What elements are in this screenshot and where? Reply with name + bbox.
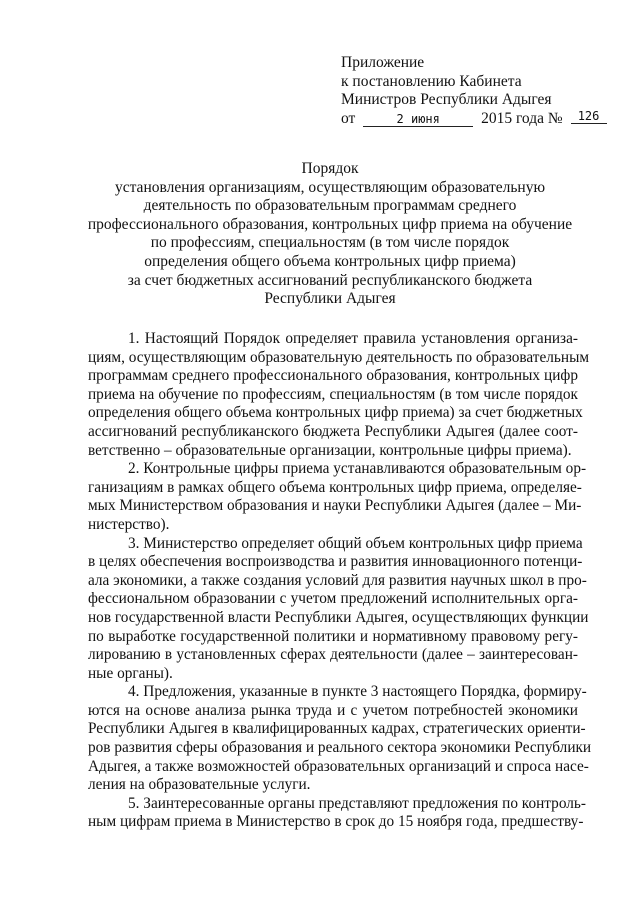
paragraph-2 [88, 460, 587, 534]
title-line: профессионального образования, контрольных цифр приема на обучение [87, 215, 573, 233]
document-body [88, 330, 592, 832]
text-line: лированию в установленных сферах деятельности (далее – заинтересован- [88, 646, 578, 664]
text-line: 2. Контрольные цифры приема устанавливаются образовательным ор- [128, 460, 587, 478]
handwritten-number: 126 [571, 110, 607, 124]
text-line: нов государственной власти Республики Адыгея, осуществляющих функции [88, 608, 589, 626]
paragraph-1 [88, 330, 590, 460]
appendix-title: Приложение [341, 54, 425, 71]
title-line: деятельность по образовательным программам среднего [143, 197, 517, 215]
title-line: по профессиям, специальностям (в том числе порядок [150, 234, 510, 252]
appendix-header [341, 54, 601, 128]
text-line: ным цифрам приема в Министерство в срок до 15 ноября года, предшеству- [88, 813, 584, 831]
text-line: ала экономики, а также создания условий для развития научных школ в про- [88, 571, 587, 589]
paragraph-5 [88, 794, 586, 832]
year-text: 2015 года № [481, 109, 563, 127]
text-line: ются на основе анализа рынка труда и с учетом потребностей экономики [88, 701, 578, 719]
title-line: установления организациям, осуществляющим образовательную [114, 178, 546, 196]
text-line: мых Министерством образования и науки Республики Адыгея (далее – Ми- [88, 497, 582, 515]
text-line: ления на образовательные услуги. [88, 776, 311, 794]
text-line: Республики Адыгея в квалифицированных кадрах, стратегических ориенти- [88, 720, 586, 738]
text-line: ганизациям в рамках общего объема контрольных цифр приема, определяе- [88, 478, 582, 496]
text-line: нистерство). [88, 515, 170, 533]
handwritten-date: 2 июня [363, 113, 473, 127]
text-line: фессиональном образовании с учетом предложений исполнительных орга- [88, 590, 578, 608]
text-line: Адыгея, а также возможностей образовательных организаций и спроса насе- [88, 757, 589, 775]
text-line: ров развития сферы образования и реального сектора экономики Республики [88, 739, 592, 757]
appendix-date-row [341, 110, 601, 129]
text-line: 1. Настоящий Порядок определяет правила установления организа- [128, 330, 578, 347]
title-line: за счет бюджетных ассигнований республиканского бюджета [127, 271, 533, 289]
title-line: Республики Адыгея [264, 290, 396, 308]
text-line: в целях обеспечения воспроизводства и развития инновационного потенци- [88, 553, 583, 571]
text-line: 4. Предложения, указанные в пункте 3 настоящего Порядка, формиру- [128, 683, 587, 701]
text-line: приема на обучение по профессиям, специальностям (в том числе порядок [88, 385, 578, 403]
appendix-cabinet-line: Министров Республики Адыгея [341, 91, 552, 108]
document-title [80, 160, 580, 309]
text-line: ветственно – образовательные организации, контрольные цифры приема). [88, 441, 572, 459]
text-line: ассигнований республиканского бюджета Республики Адыгея (далее соот- [88, 422, 578, 440]
text-line: 3. Министерство определяет общий объем контрольных цифр приема [128, 534, 583, 552]
text-line: 5. Заинтересованные органы представляют предложения по контроль- [128, 794, 586, 812]
title-line: определения общего объема контрольных цифр приема) [144, 252, 516, 270]
text-line: циям, осуществляющим образовательную деятельность по образовательным [88, 348, 590, 366]
paragraph-4 [88, 683, 592, 795]
text-line: определения общего объема контрольных цифр приема) за счет бюджетных [88, 404, 583, 422]
date-prefix: от [341, 109, 356, 127]
text-line: по выработке государственной политики и нормативному правовому регу- [88, 627, 578, 645]
text-line: ные органы). [88, 664, 173, 682]
title-line: Порядок [301, 160, 359, 177]
appendix-resolution-line: к постановлению Кабинета [341, 72, 522, 90]
text-line: программам среднего профессионального образования, контрольных цифр [88, 367, 578, 385]
paragraph-3 [88, 534, 589, 684]
